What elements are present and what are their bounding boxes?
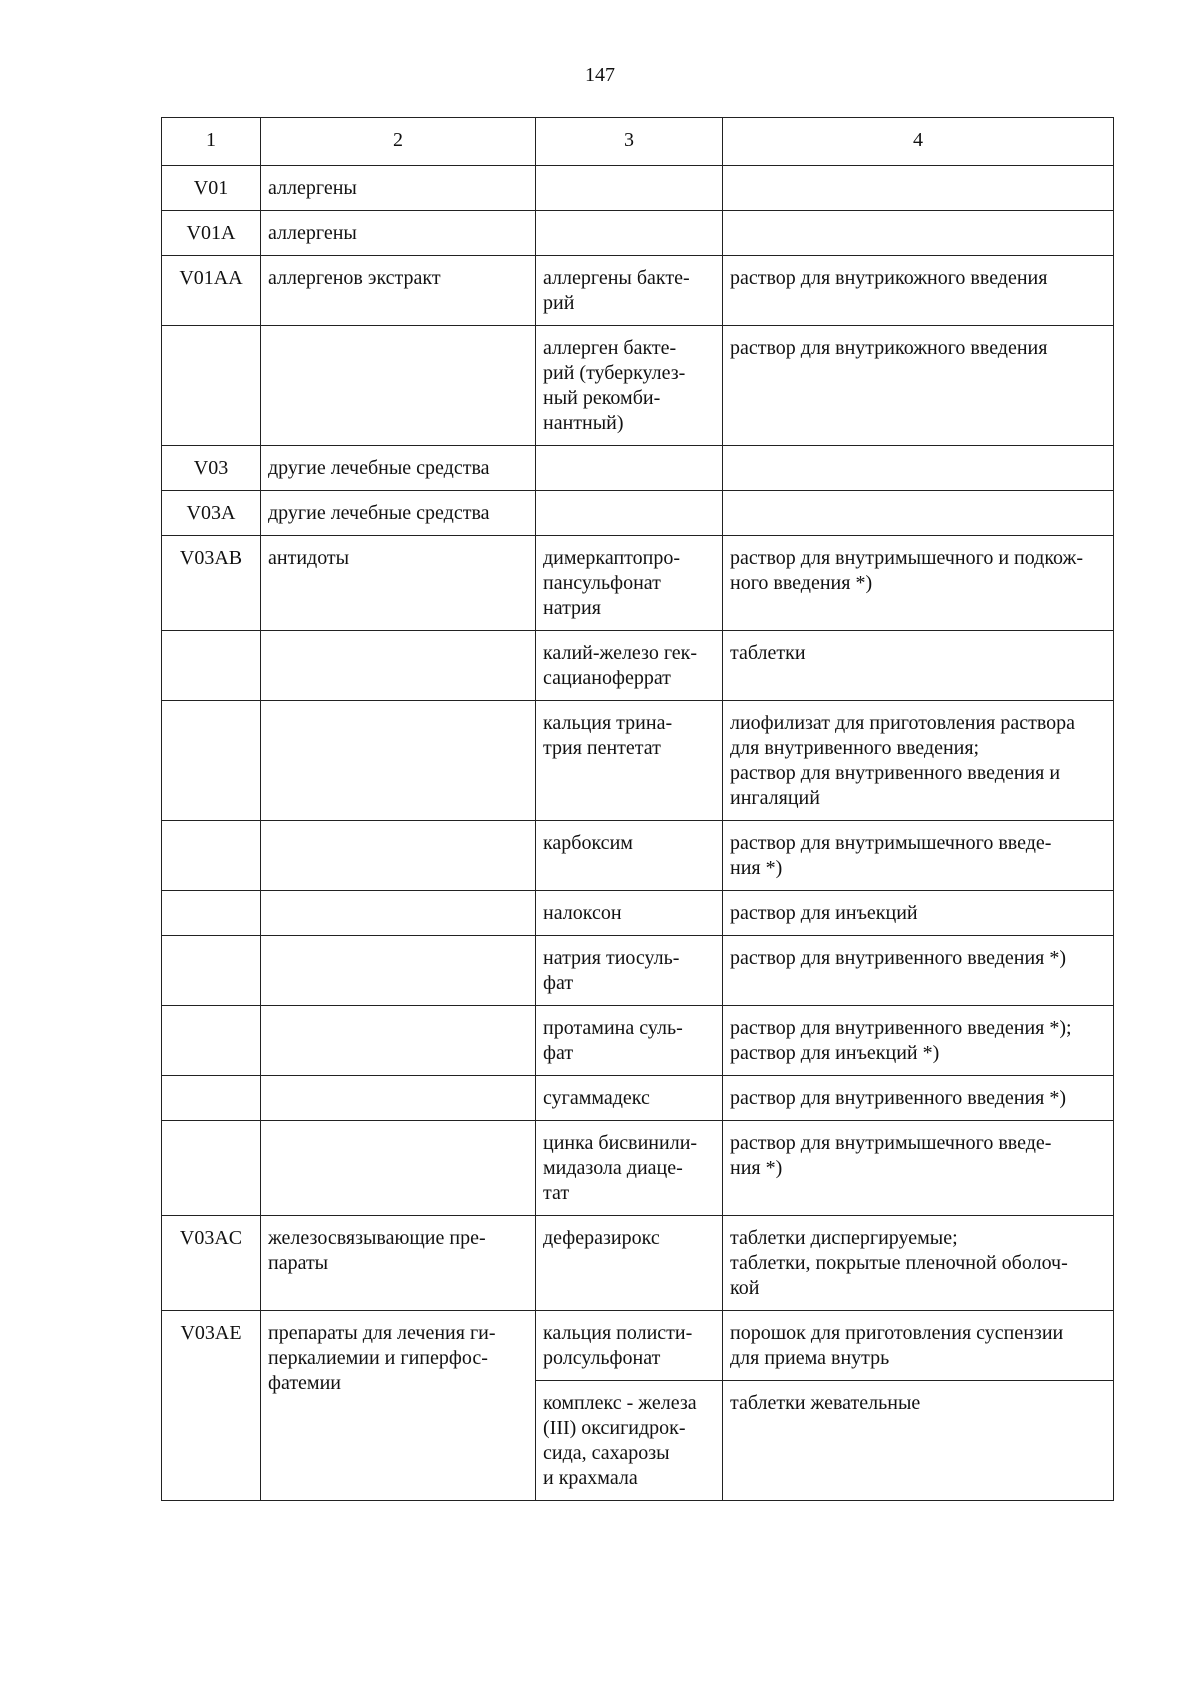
dosage-form-cell: раствор для внутривенного введения *); раствор для инъекций *) bbox=[723, 1006, 1114, 1076]
atc-code-cell bbox=[162, 1076, 261, 1121]
table-row bbox=[162, 536, 1114, 631]
header-col-4: 4 bbox=[723, 118, 1114, 166]
table-header-row bbox=[162, 118, 1114, 166]
dosage-form-cell: раствор для внутримышечного и подкож- ного введения *) bbox=[723, 536, 1114, 631]
atc-code-cell: V03AE bbox=[162, 1311, 261, 1501]
table-row bbox=[162, 891, 1114, 936]
dosage-form-cell: порошок для приготовления суспензии для приема внутрь bbox=[723, 1311, 1114, 1381]
dosage-form-cell: раствор для внутрикожного введения bbox=[723, 256, 1114, 326]
drug-cell: налоксон bbox=[536, 891, 723, 936]
drug-cell: деферазирокс bbox=[536, 1216, 723, 1311]
table-row bbox=[162, 701, 1114, 821]
dosage-form-cell bbox=[723, 166, 1114, 211]
table-row bbox=[162, 821, 1114, 891]
table-row bbox=[162, 1076, 1114, 1121]
dosage-form-cell: раствор для внутримышечного введе- ния *) bbox=[723, 1121, 1114, 1216]
dosage-form-cell: раствор для внутривенного введения *) bbox=[723, 936, 1114, 1006]
atc-code-cell: V03A bbox=[162, 491, 261, 536]
drug-cell: протамина суль- фат bbox=[536, 1006, 723, 1076]
group-cell bbox=[261, 891, 536, 936]
atc-code-cell bbox=[162, 701, 261, 821]
group-cell: аллергенов экстракт bbox=[261, 256, 536, 326]
table-row bbox=[162, 631, 1114, 701]
header-col-2: 2 bbox=[261, 118, 536, 166]
dosage-form-cell: таблетки bbox=[723, 631, 1114, 701]
dosage-form-cell: раствор для инъекций bbox=[723, 891, 1114, 936]
drug-cell: димеркаптопро- пансульфонат натрия bbox=[536, 536, 723, 631]
atc-code-cell: V03 bbox=[162, 446, 261, 491]
drug-cell bbox=[536, 211, 723, 256]
dosage-form-cell: таблетки диспергируемые; таблетки, покрытые пленочной оболоч- кой bbox=[723, 1216, 1114, 1311]
drug-cell: аллергены бакте- рий bbox=[536, 256, 723, 326]
table-row bbox=[162, 491, 1114, 536]
group-cell: препараты для лечения ги- перкалиемии и гиперфос- фатемии bbox=[261, 1311, 536, 1501]
group-cell bbox=[261, 1121, 536, 1216]
atc-code-cell bbox=[162, 891, 261, 936]
atc-code-cell: V01A bbox=[162, 211, 261, 256]
drug-table bbox=[161, 117, 1114, 1501]
dosage-form-cell: раствор для внутримышечного введе- ния *) bbox=[723, 821, 1114, 891]
drug-cell: комплекс - железа (III) оксигидрок- сида, сахарозы и крахмала bbox=[536, 1381, 723, 1501]
drug-cell: карбоксим bbox=[536, 821, 723, 891]
drug-cell bbox=[536, 446, 723, 491]
group-cell bbox=[261, 1076, 536, 1121]
atc-code-cell bbox=[162, 1006, 261, 1076]
group-cell: железосвязывающие пре- параты bbox=[261, 1216, 536, 1311]
atc-code-cell bbox=[162, 631, 261, 701]
atc-code-cell: V03AB bbox=[162, 536, 261, 631]
dosage-form-cell bbox=[723, 446, 1114, 491]
dosage-form-cell: раствор для внутрикожного введения bbox=[723, 326, 1114, 446]
group-cell: антидоты bbox=[261, 536, 536, 631]
drug-cell: кальция трина- трия пентетат bbox=[536, 701, 723, 821]
drug-cell: цинка бисвинили- мидазола диаце- тат bbox=[536, 1121, 723, 1216]
drug-cell: сугаммадекс bbox=[536, 1076, 723, 1121]
table-row bbox=[162, 446, 1114, 491]
atc-code-cell bbox=[162, 936, 261, 1006]
group-cell: другие лечебные средства bbox=[261, 491, 536, 536]
group-cell bbox=[261, 326, 536, 446]
atc-code-cell: V01 bbox=[162, 166, 261, 211]
group-cell bbox=[261, 1006, 536, 1076]
table-row bbox=[162, 326, 1114, 446]
group-cell: аллергены bbox=[261, 166, 536, 211]
atc-code-cell bbox=[162, 821, 261, 891]
atc-code-cell: V03AC bbox=[162, 1216, 261, 1311]
table-row bbox=[162, 1006, 1114, 1076]
dosage-form-cell: раствор для внутривенного введения *) bbox=[723, 1076, 1114, 1121]
atc-code-cell: V01AA bbox=[162, 256, 261, 326]
group-cell: другие лечебные средства bbox=[261, 446, 536, 491]
drug-cell bbox=[536, 166, 723, 211]
drug-cell: калий-железо гек- сацианоферрат bbox=[536, 631, 723, 701]
drug-cell: кальция полисти- ролсульфонат bbox=[536, 1311, 723, 1381]
header-col-1: 1 bbox=[162, 118, 261, 166]
table-row bbox=[162, 166, 1114, 211]
table-row bbox=[162, 256, 1114, 326]
table-row bbox=[162, 936, 1114, 1006]
group-cell bbox=[261, 701, 536, 821]
header-col-3: 3 bbox=[536, 118, 723, 166]
group-cell: аллергены bbox=[261, 211, 536, 256]
dosage-form-cell: лиофилизат для приготовления раствора для внутривенного введения; раствор для внутривенного введения и ингаляций bbox=[723, 701, 1114, 821]
group-cell bbox=[261, 821, 536, 891]
atc-code-cell bbox=[162, 326, 261, 446]
atc-code-cell bbox=[162, 1121, 261, 1216]
group-cell bbox=[261, 936, 536, 1006]
group-cell bbox=[261, 631, 536, 701]
table-row bbox=[162, 211, 1114, 256]
drug-cell: натрия тиосуль- фат bbox=[536, 936, 723, 1006]
table-row bbox=[162, 1121, 1114, 1216]
drug-cell bbox=[536, 491, 723, 536]
table-row bbox=[162, 1216, 1114, 1311]
drug-cell: аллерген бакте- рий (туберкулез- ный рекомби- нантный) bbox=[536, 326, 723, 446]
dosage-form-cell: таблетки жевательные bbox=[723, 1381, 1114, 1501]
table-row bbox=[162, 1311, 1114, 1381]
dosage-form-cell bbox=[723, 491, 1114, 536]
page-number: 147 bbox=[585, 64, 615, 86]
dosage-form-cell bbox=[723, 211, 1114, 256]
